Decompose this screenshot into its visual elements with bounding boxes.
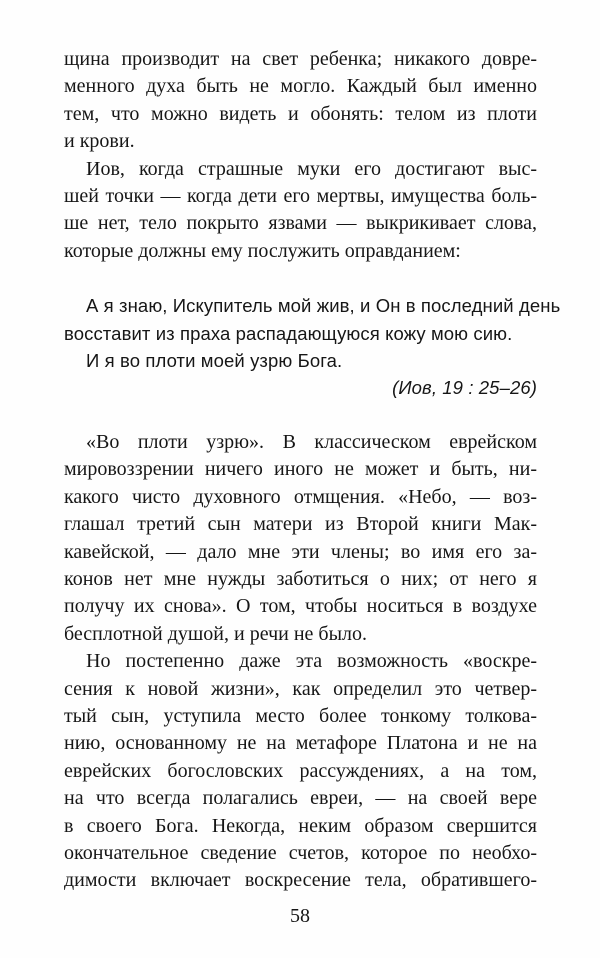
text-line: кавейской, — дало мне эти члены; во имя его за- (64, 540, 537, 563)
text-line: на что всегда полагались евреи, — на своей вере (64, 787, 537, 810)
text-line: нию, основанному не на метафоре Платона и не на (64, 732, 537, 755)
page-text (64, 46, 561, 895)
text-line: шей точки — когда дети его мертвы, имущества боль- (64, 185, 537, 208)
text-line: Но постепенно даже эта возможность «воскре- (86, 650, 537, 673)
text-line: тем, что можно видеть и обонять: телом из плоти (64, 102, 537, 125)
text-line: ше нет, тело покрыто язвами — выкрикивает слова, (64, 212, 537, 235)
bible-quote-verse-2 (64, 347, 537, 374)
text-line: какого чисто духовного отмщения. «Небо, — воз- (64, 485, 537, 508)
paragraph-2 (64, 156, 537, 266)
text-line: конов нет мне нужды заботиться о них; от него я (64, 567, 537, 590)
text-line: получу их снова». О том, чтобы носиться в воздухе (64, 595, 537, 618)
page-number: 58 (290, 905, 310, 927)
quote-citation: (Иов, 19 : 25–26) (392, 377, 537, 399)
text-line: мировоззрении ничего иного не может и быть, ни- (64, 458, 537, 481)
paragraph-3 (64, 429, 537, 648)
text-line: «Во плоти узрю». В классическом еврейском (86, 430, 537, 453)
text-line: сения к новой жизни», как определил это четвер- (64, 677, 537, 700)
text-line: А я знаю, Искупитель мой жив, и Он в последний день (86, 295, 561, 317)
text-line: Иов, когда страшные муки его достигают выс- (86, 157, 537, 180)
text-line: которые должны ему послужить оправданием: (64, 239, 461, 262)
bible-quote (64, 292, 561, 402)
text-line: щина производит на свет ребенка; никакого довре- (64, 48, 537, 70)
text-line: восставит из праха распадающуюся кожу мою сию. (64, 322, 513, 344)
text-line: тый сын, уступила место более тонкому толкова- (64, 704, 537, 727)
text-line: и крови. (64, 130, 135, 153)
text-line: бесплотной душой, и речи не было. (64, 622, 368, 645)
text-line: И я во плоти моей узрю Бога. (86, 350, 343, 372)
text-line: менного духа быть не могло. Каждый был именно (64, 75, 537, 98)
paragraph-1 (64, 46, 537, 156)
bible-quote-verse-1 (64, 292, 561, 347)
text-line: глашал третий сын матери из Второй книги Мак- (64, 513, 537, 536)
text-line: димости включает воскресение тела, обратившего- (64, 869, 537, 892)
paragraph-4 (64, 648, 537, 895)
text-line: в своего Бога. Некогда, неким образом свершится (64, 814, 537, 837)
text-line: окончательное сведение счетов, которое по необхо- (64, 841, 537, 864)
text-line: еврейских богословских рассуждениях, а на том, (64, 759, 537, 782)
